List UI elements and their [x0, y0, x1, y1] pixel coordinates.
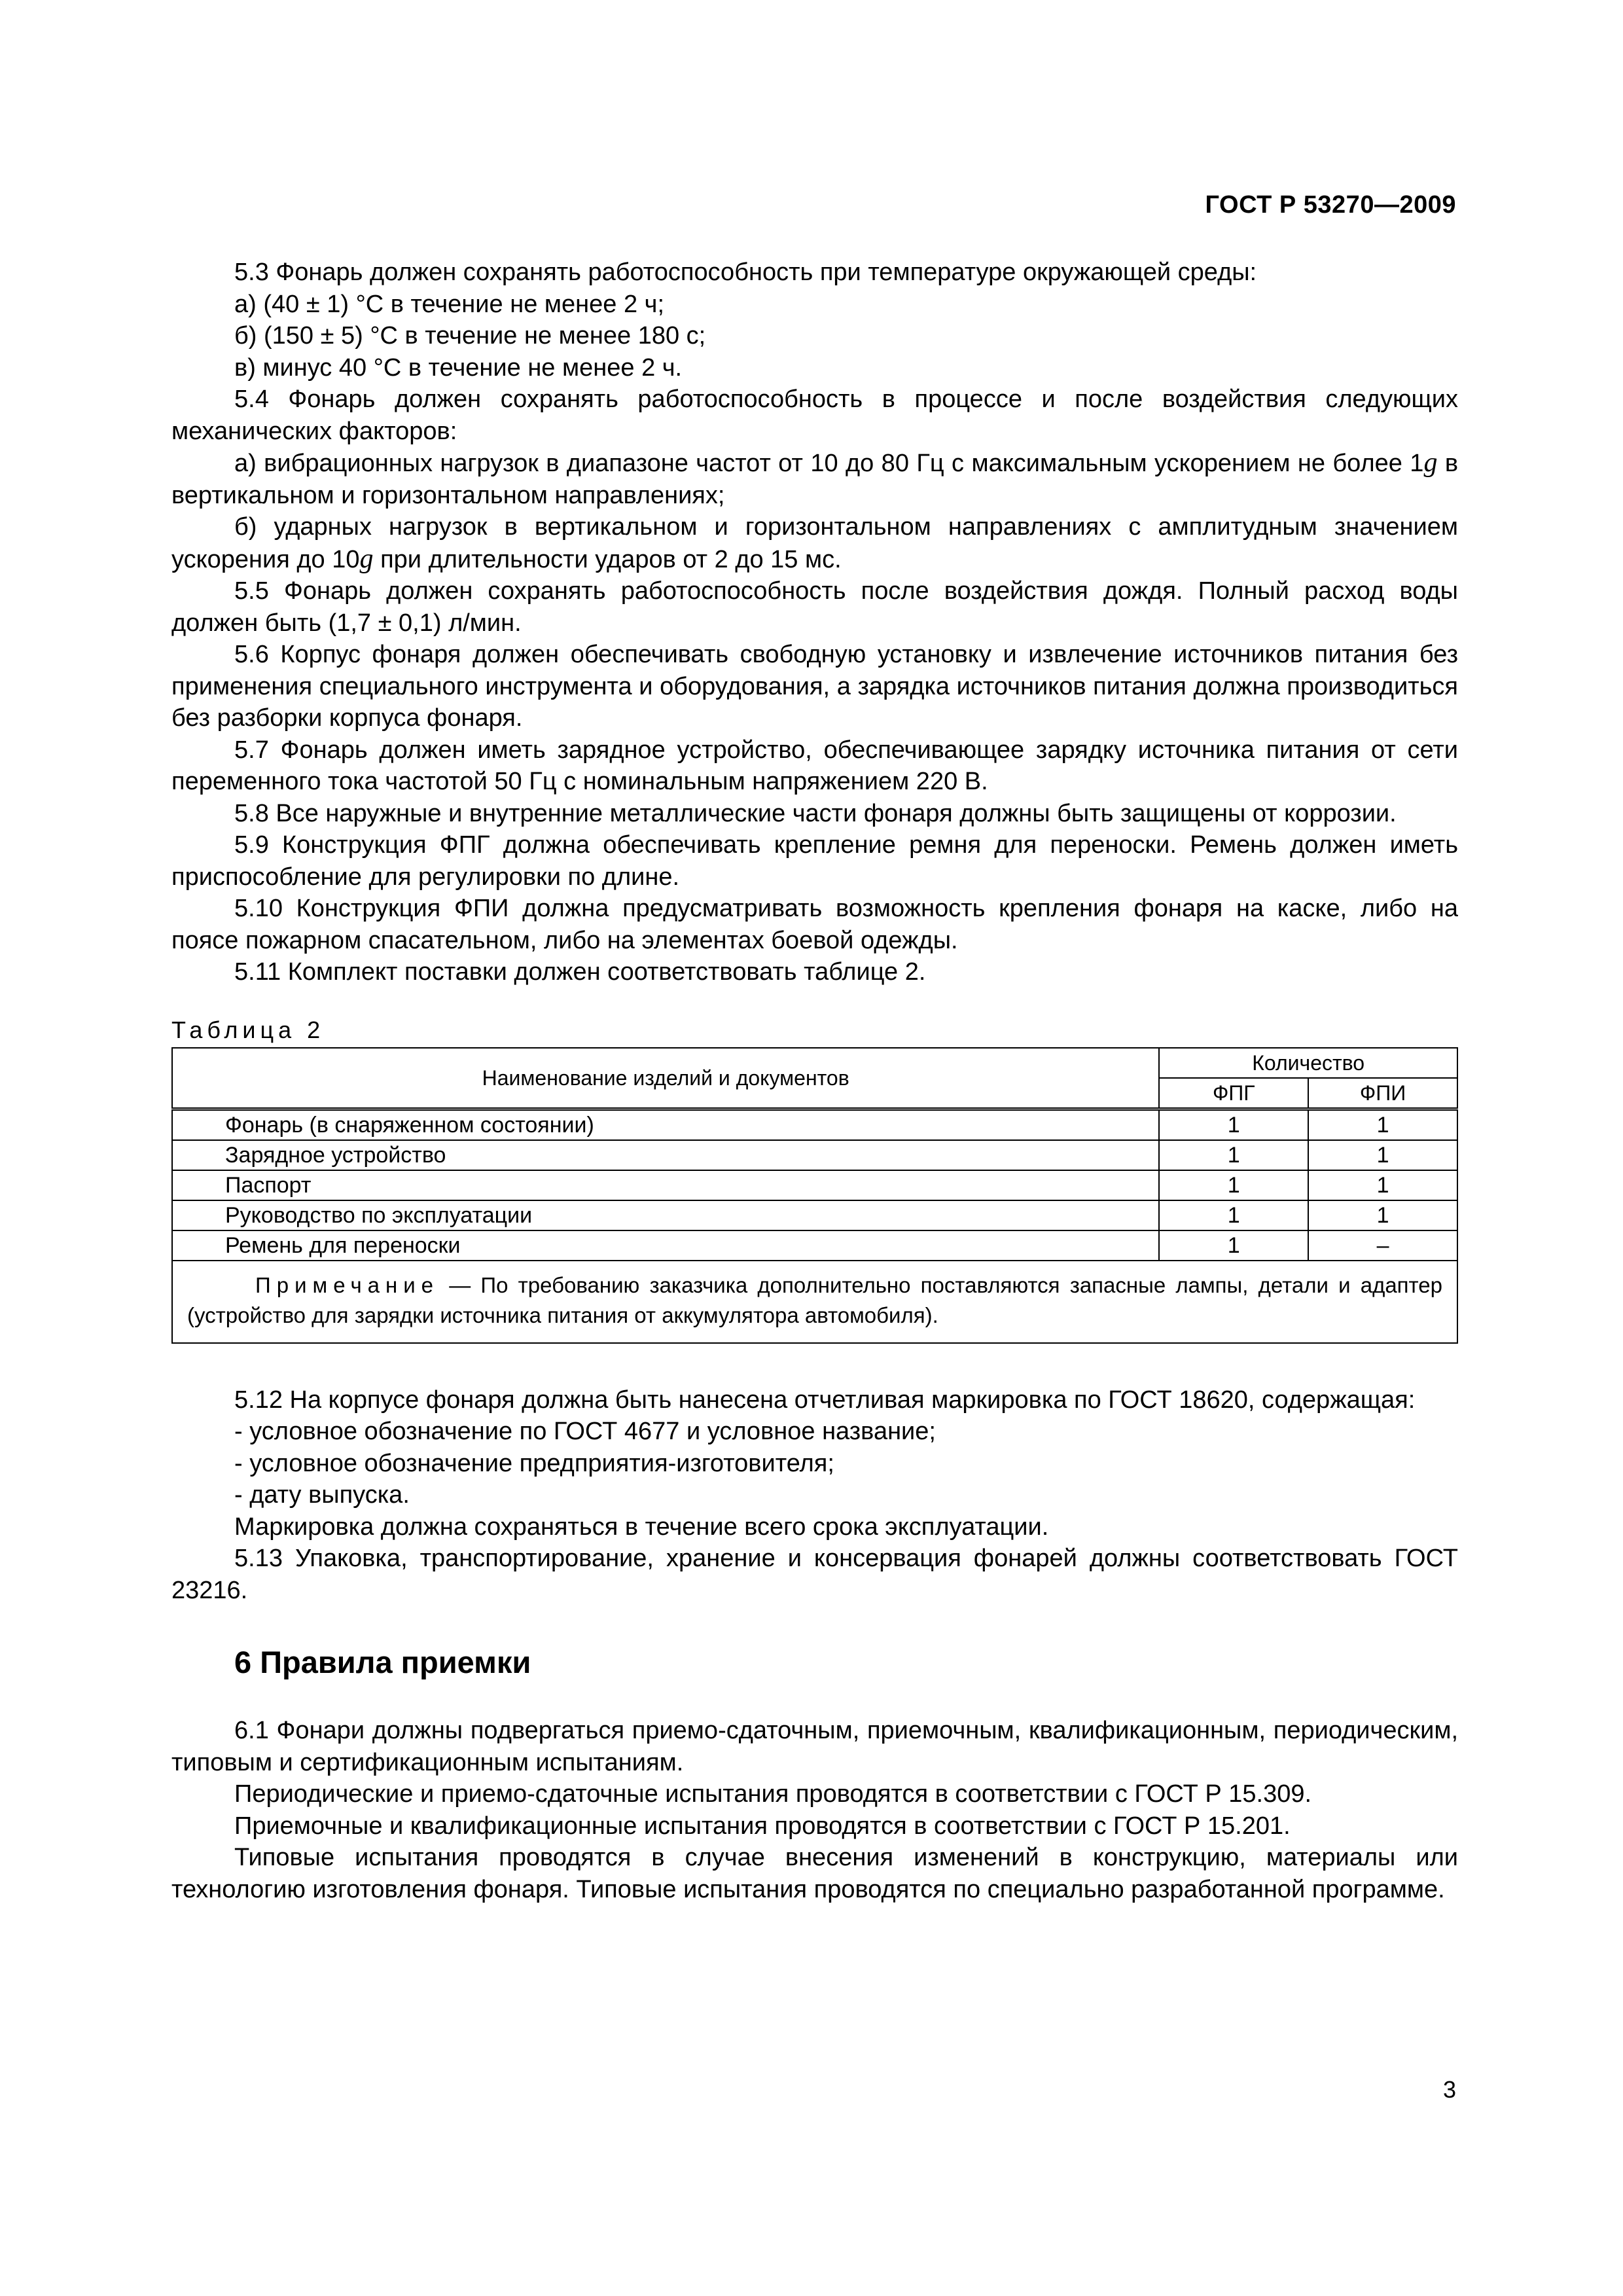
para-5-7: 5.7 Фонарь должен иметь зарядное устройство, обеспечивающее зарядку источника питания от сети переменного тока частотой 50 Гц с номинальным напряжением 220 В. [171, 736, 1458, 795]
para-5-3-c: в) минус 40 °С в течение не менее 2 ч. [234, 353, 683, 382]
row-fpg: 1 [1159, 1230, 1308, 1261]
table-row [172, 1170, 1457, 1200]
para-6-1: 6.1 Фонари должны подвергаться приемо-сдаточным, приемочным, квалификационным, периодическим, типовым и сертификационным испытаниям. [171, 1717, 1458, 1776]
g-unit: g [1423, 448, 1438, 478]
list-item: - условное обозначение предприятия-изготовителя; [234, 1449, 834, 1477]
table-caption: Таблица 2 [171, 1016, 325, 1043]
para-5-12-outro: Маркировка должна сохраняться в течение всего срока эксплуатации. [234, 1513, 1049, 1541]
header-fpg: ФПГ [1159, 1078, 1308, 1109]
para-5-3-b: б) (150 ± 5) °С в течение не менее 180 с; [234, 322, 706, 350]
row-fpg: 1 [1159, 1109, 1308, 1140]
para-5-4-b-text: б) ударных нагрузок в вертикальном и горизонтальном направлениях с амплитудным значением ускорения до 10 [171, 513, 1458, 573]
para-5-11: 5.11 Комплект поставки должен соответствовать таблице 2. [234, 958, 926, 986]
para-6-1-periodic: Периодические и приемо-сдаточные испытания проводятся в соответствии с ГОСТ Р 15.309. [234, 1780, 1312, 1808]
para-5-4-a-text-end: в вертикальном и горизонтальном направлениях; [171, 450, 1459, 509]
header-item-name: Наименование изделий и документов [172, 1048, 1159, 1109]
row-name: Ремень для переноски [172, 1230, 1159, 1261]
para-5-5: 5.5 Фонарь должен сохранять работоспособность после воздействия дождя. Полный расход воды должен быть (1,7 ± 0,1) л/мин. [171, 577, 1458, 637]
para-5-3-a: а) (40 ± 1) °С в течение не менее 2 ч; [234, 290, 665, 318]
row-fpi: 1 [1308, 1200, 1457, 1230]
para-5-4-b-text-end: при длительности ударов от 2 до 15 мс. [373, 545, 842, 573]
row-fpg: 1 [1159, 1170, 1308, 1200]
row-name: Паспорт [172, 1170, 1159, 1200]
header-quantity: Количество [1159, 1048, 1457, 1078]
row-fpi: – [1308, 1230, 1457, 1261]
table-note [172, 1261, 1457, 1343]
document-code: ГОСТ Р 53270—2009 [1205, 191, 1456, 219]
para-5-4-a-text: а) вибрационных нагрузок в диапазоне частот от 10 до 80 Гц с максимальным ускорением не более 1 [234, 450, 1424, 477]
para-5-6: 5.6 Корпус фонаря должен обеспечивать свободную установку и извлечение источников питания без применения специального инструмента и оборудования, а зарядка источников питания должна производиться без разборки корпуса фонаря. [171, 641, 1458, 732]
para-5-9: 5.9 Конструкция ФПГ должна обеспечивать крепление ремня для переноски. Ремень должен иметь приспособление для регулировки по длине. [171, 831, 1458, 891]
para-5-10: 5.10 Конструкция ФПИ должна предусматривать возможность крепления фонаря на каске, либо на поясе пожарном спасательном, либо на элементах боевой одежды. [171, 895, 1458, 954]
section-6-title: 6 Правила приемки [234, 1645, 531, 1679]
row-fpi: 1 [1308, 1140, 1457, 1170]
note-text: — По требованию заказчика дополнительно поставляются запасные лампы, детали и адаптер (устройство для зарядки источника питания от аккумулятора автомобиля). [187, 1272, 1442, 1327]
row-fpg: 1 [1159, 1200, 1308, 1230]
row-fpg: 1 [1159, 1140, 1308, 1170]
table-2 [171, 1047, 1458, 1344]
para-6-1-acceptance: Приемочные и квалификационные испытания проводятся в соответствии с ГОСТ Р 15.201. [234, 1812, 1291, 1840]
list-item: - дату выпуска. [234, 1481, 410, 1509]
header-fpi: ФПИ [1308, 1078, 1457, 1109]
row-fpi: 1 [1308, 1109, 1457, 1140]
list-item: - условное обозначение по ГОСТ 4677 и условное название; [234, 1418, 936, 1445]
para-5-13: 5.13 Упаковка, транспортирование, хранение и консервация фонарей должны соответствовать ГОСТ 23216. [171, 1545, 1458, 1604]
para-5-8: 5.8 Все наружные и внутренние металлические части фонаря должны быть защищены от коррозии. [234, 799, 1397, 827]
row-fpi: 1 [1308, 1170, 1457, 1200]
para-5-12-intro: 5.12 На корпусе фонаря должна быть нанесена отчетливая маркировка по ГОСТ 18620, содержащая: [234, 1386, 1416, 1414]
table-row [172, 1200, 1457, 1230]
page-content [171, 257, 1458, 1905]
g-unit: g [359, 543, 374, 574]
table-row [172, 1230, 1457, 1261]
table-row [172, 1140, 1457, 1170]
para-5-4-intro: 5.4 Фонарь должен сохранять работоспособность в процессе и после воздействия следующих механических факторов: [171, 386, 1458, 445]
page-number: 3 [1442, 2076, 1456, 2103]
para-5-4-a [171, 447, 1458, 511]
note-label: Примечание [255, 1272, 440, 1297]
para-5-3-intro: 5.3 Фонарь должен сохранять работоспособность при температуре окружающей среды: [234, 259, 1257, 286]
para-6-1-type-tests: Типовые испытания проводятся в случае внесения изменений в конструкцию, материалы или технологию изготовления фонаря. Типовые испытания проводятся по специально разработанной программе. [171, 1844, 1458, 1903]
table-row [172, 1109, 1457, 1140]
row-name: Зарядное устройство [172, 1140, 1159, 1170]
para-5-4-b [171, 511, 1458, 575]
row-name: Руководство по эксплуатации [172, 1200, 1159, 1230]
row-name: Фонарь (в снаряженном состоянии) [172, 1109, 1159, 1140]
table-note-row [172, 1261, 1457, 1343]
